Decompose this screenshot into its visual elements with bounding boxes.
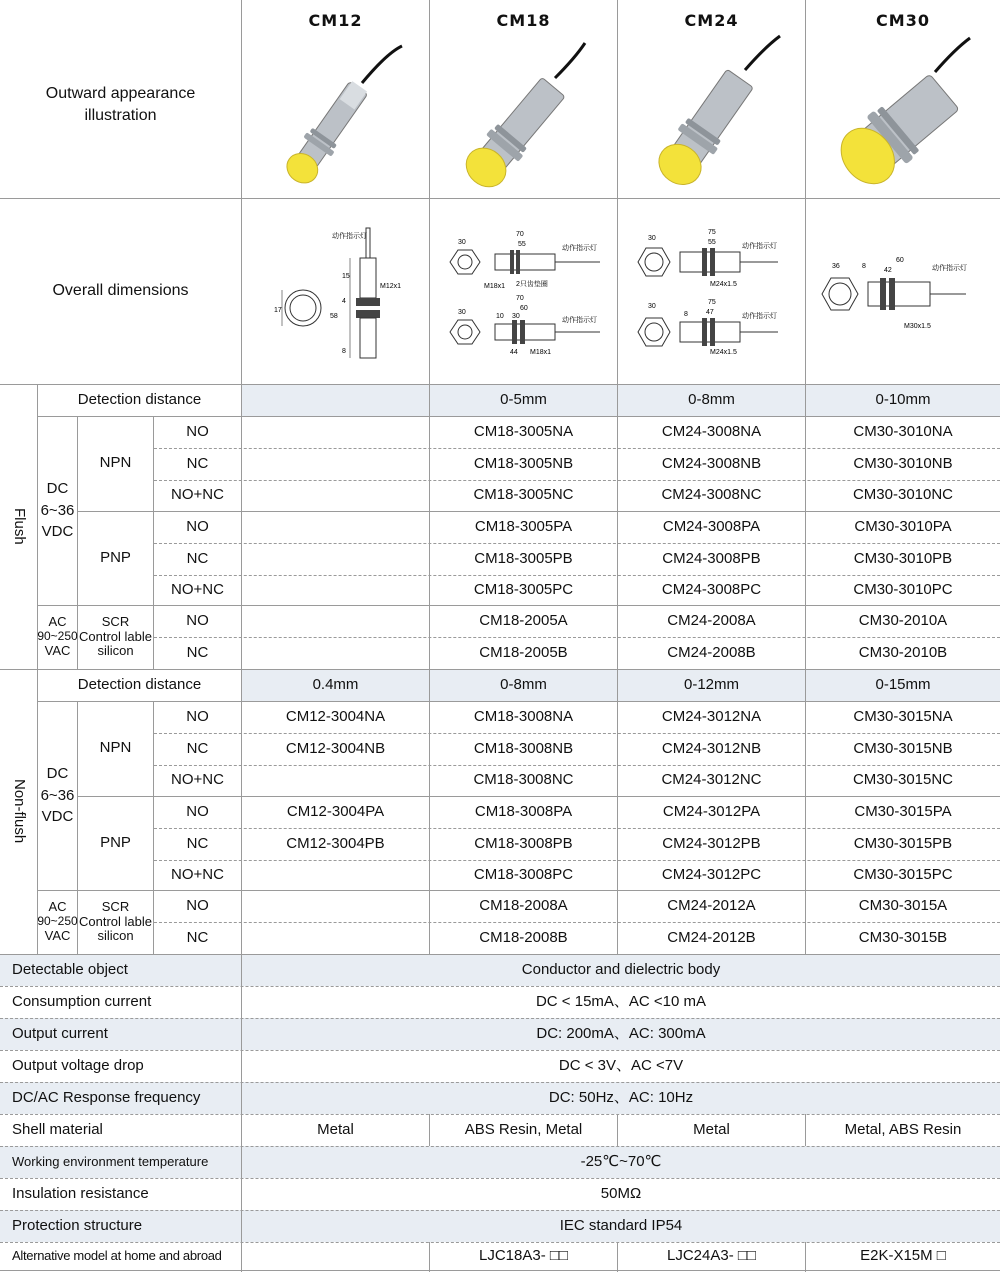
cm24b-d30-text: 30	[648, 303, 656, 310]
flush-npn-label: NPN	[99, 454, 132, 472]
flush-row-4-cm12	[242, 543, 429, 575]
cm18b-d30-text: 30	[458, 309, 466, 316]
nonflush-pnp-label: PNP	[100, 833, 131, 851]
flush-detection-cm12	[242, 384, 429, 416]
spec-label-output-voltage-drop: Output voltage drop	[12, 1056, 144, 1074]
flush-row-5-cm18: CM18-3005PC	[473, 580, 574, 598]
cm24a-d30-text: 30	[648, 235, 656, 242]
nonflush-row-1-out: NC	[186, 739, 209, 757]
flush-row-2-cm30: CM30-3010NC	[852, 486, 954, 504]
flush-row-0-cm30: CM30-3010NA	[853, 422, 953, 440]
nonflush-row-5-cm30: CM30-3015PC	[853, 865, 953, 883]
nonflush-row-6-cm12	[242, 890, 429, 922]
nonflush-group-label: Non-flush	[10, 779, 28, 844]
cm24-dimension-drawing	[628, 226, 803, 361]
nonflush-row-0-cm30: CM30-3015NA	[853, 707, 953, 725]
cm18b-thread-text: M18x1	[530, 349, 552, 356]
flush-pnp-label: PNP	[100, 548, 131, 566]
nonflush-row-5-cm18: CM18-3008PC	[473, 865, 574, 883]
flush-scr-line3: silicon	[97, 643, 134, 659]
nonflush-row-4-cm30: CM30-3015PB	[853, 834, 953, 852]
flush-row-1-cm30: CM30-3010NB	[853, 454, 953, 472]
spec-value-consumption-current: DC < 15mA、AC <10 mA	[535, 992, 707, 1010]
nonflush-row-1-cm30: CM30-3015NB	[853, 739, 953, 757]
nonflush-dc-line3: VDC	[41, 808, 74, 826]
nonflush-row-3-cm30: CM30-3015PA	[854, 802, 952, 820]
flush-detection-cm30: 0-10mm	[875, 390, 931, 408]
nonflush-row-1-cm12: CM12-3004NB	[285, 739, 386, 757]
spec-label-protection-structure: Protection structure	[12, 1216, 143, 1234]
cm18a-d55-text: 55	[518, 241, 526, 248]
nonflush-ac-label	[38, 890, 77, 954]
nonflush-row-7-cm30: CM30-3015B	[858, 928, 948, 946]
appearance-label: Outward appearance illustration	[45, 85, 196, 124]
sensor-cm18-illustration	[445, 38, 605, 188]
flush-row-0-cm24: CM24-3008NA	[661, 422, 762, 440]
cm12-d58-text: 58	[330, 313, 338, 320]
spec-label-working-temperature: Working environment temperature	[12, 1153, 209, 1169]
cm18a-washers-text: 2只齿垫圈	[516, 281, 548, 288]
nonflush-detection-cm30: 0-15mm	[875, 675, 931, 693]
nonflush-row-4-out: NC	[186, 834, 209, 852]
spec-value-working-temperature: -25℃~70℃	[580, 1152, 662, 1170]
flush-row-3-cm24: CM24-3008PA	[662, 517, 761, 535]
nonflush-ac-line2: 90~250	[37, 914, 78, 929]
flush-ac-line1: AC	[48, 614, 67, 630]
flush-row-7-cm18: CM18-2005B	[479, 643, 568, 661]
cm24a-thread-text: M24x1.5	[710, 281, 737, 288]
flush-scr-line2: Control lable	[79, 628, 152, 644]
flush-row-1-cm12	[242, 448, 429, 480]
nonflush-dc-label	[38, 701, 77, 890]
cm18b-d10-text: 10	[496, 313, 504, 320]
spec-value-detectable-object: Conductor and dielectric body	[521, 960, 721, 978]
nonflush-row-4-cm18: CM18-3008PB	[474, 834, 573, 852]
nonflush-row-3-cm24: CM24-3012PA	[662, 802, 761, 820]
nonflush-row-2-cm12	[242, 765, 429, 796]
nonflush-scr-label	[78, 890, 153, 954]
flush-row-6-cm30: CM30-2010A	[858, 611, 948, 629]
model-header-cm30: CM30	[876, 11, 930, 31]
cm30-d42-text: 42	[884, 267, 892, 274]
cm24b-d47-text: 47	[706, 309, 714, 316]
shell-material-cm24: Metal	[693, 1120, 730, 1138]
model-header-cm24: CM24	[684, 11, 739, 31]
flush-row-0-out: NO	[186, 422, 209, 440]
cm30-indicator-text: 动作指示灯	[932, 265, 967, 272]
sensor-cm12-illustration	[262, 38, 412, 188]
nonflush-row-5-cm12	[242, 860, 429, 890]
spec-label-insulation-resistance: Insulation resistance	[12, 1184, 149, 1202]
nonflush-row-3-cm12: CM12-3004PA	[286, 802, 385, 820]
nonflush-row-7-cm18: CM18-2008B	[479, 928, 568, 946]
flush-dc-line1: DC	[46, 479, 69, 497]
spec-label-consumption-current: Consumption current	[12, 992, 152, 1010]
nonflush-row-0-out: NO	[186, 707, 209, 725]
nonflush-detection-cm18: 0-8mm	[500, 675, 547, 693]
flush-ac-line2: 90~250	[37, 629, 78, 644]
flush-row-6-cm18: CM18-2005A	[479, 611, 568, 629]
flush-row-6-out: NO	[186, 611, 209, 629]
nonflush-dc-line2: 6~36	[40, 786, 75, 804]
flush-row-5-cm30: CM30-3010PC	[853, 580, 953, 598]
shell-material-cm30: Metal, ABS Resin	[844, 1120, 962, 1138]
flush-scr-label	[78, 605, 153, 669]
nonflush-row-4-cm24: CM24-3012PB	[662, 834, 761, 852]
flush-row-2-cm12	[242, 480, 429, 511]
model-header-cm18: CM18	[496, 11, 551, 31]
nonflush-detection-label: Detection distance	[77, 675, 202, 693]
nonflush-row-0-cm24: CM24-3012NA	[661, 707, 762, 725]
spec-label-alternative-model: Alternative model at home and abroad	[12, 1247, 222, 1263]
nonflush-row-6-cm18: CM18-2008A	[479, 896, 568, 914]
flush-dc-line2: 6~36	[40, 501, 75, 519]
flush-row-4-cm30: CM30-3010PB	[853, 549, 953, 567]
spec-value-output-current: DC: 200mA、AC: 300mA	[536, 1024, 706, 1042]
cm18b-d30b-text: 30	[512, 313, 520, 320]
alternative-cm12	[242, 1242, 429, 1270]
nonflush-row-1-cm24: CM24-3012NB	[661, 739, 762, 757]
flush-detection-cm18: 0-5mm	[500, 390, 547, 408]
flush-group-label: Flush	[10, 508, 28, 545]
flush-row-1-cm18: CM18-3005NB	[473, 454, 574, 472]
alternative-cm30: E2K-X15M □	[860, 1246, 946, 1264]
flush-row-1-out: NC	[186, 454, 209, 472]
cm30-thread-text: M30x1.5	[904, 323, 931, 330]
cm24b-d75-text: 75	[708, 299, 716, 306]
flush-row-2-out: NO+NC	[171, 486, 224, 504]
cm18b-d44-text: 44	[510, 349, 518, 356]
flush-row-4-out: NC	[186, 549, 209, 567]
cm30-d36-text: 36	[832, 263, 840, 270]
flush-scr-line1: SCR	[101, 613, 130, 629]
nonflush-row-5-cm24: CM24-3012PC	[661, 865, 762, 883]
nonflush-dc-line1: DC	[46, 764, 69, 782]
flush-row-5-cm12	[242, 575, 429, 605]
cm24a-d75-text: 75	[708, 229, 716, 236]
nonflush-row-2-cm30: CM30-3015NC	[852, 771, 954, 789]
nonflush-scr-line3: silicon	[97, 928, 134, 944]
cm18b-d60-text: 60	[520, 305, 528, 312]
cm24a-indicator-text: 动作指示灯	[742, 243, 777, 250]
cm12-d4-text: 4	[342, 298, 346, 305]
cm24b-thread-text: M24x1.5	[710, 349, 737, 356]
flush-row-7-cm12	[242, 637, 429, 669]
cm24a-d55-text: 55	[708, 239, 716, 246]
nonflush-row-3-out: NO	[186, 802, 209, 820]
flush-row-3-cm18: CM18-3005PA	[474, 517, 573, 535]
spec-value-response-frequency: DC: 50Hz、AC: 10Hz	[548, 1088, 694, 1106]
cm18-dimension-drawing	[440, 226, 615, 361]
flush-row-2-cm24: CM24-3008NC	[661, 486, 762, 504]
nonflush-row-6-out: NO	[186, 896, 209, 914]
flush-ac-line3: VAC	[44, 642, 71, 658]
cm18a-indicator-text: 动作指示灯	[562, 245, 597, 252]
flush-detection-cm24: 0-8mm	[688, 390, 735, 408]
flush-row-3-out: NO	[186, 517, 209, 535]
model-header-cm12: CM12	[308, 11, 363, 31]
spec-label-output-current: Output current	[12, 1024, 108, 1042]
sensor-cm30-illustration	[830, 34, 990, 189]
spec-value-insulation-resistance: 50MΩ	[600, 1184, 642, 1202]
flush-row-7-cm24: CM24-2008B	[667, 643, 756, 661]
cm12-indicator-text: 动作指示灯	[332, 233, 367, 240]
shell-material-cm18: ABS Resin, Metal	[464, 1120, 583, 1138]
flush-row-1-cm24: CM24-3008NB	[661, 454, 762, 472]
nonflush-row-1-cm18: CM18-3008NB	[473, 739, 574, 757]
sensor-cm24-illustration	[635, 32, 795, 187]
cm30-d60-text: 60	[896, 257, 904, 264]
flush-row-3-cm12	[242, 511, 429, 543]
nonflush-scr-line1: SCR	[101, 898, 130, 914]
nonflush-npn-label: NPN	[99, 739, 132, 757]
spec-label-detectable-object: Detectable object	[12, 960, 128, 978]
cm30-dimension-drawing	[816, 250, 996, 335]
flush-row-6-cm24: CM24-2008A	[667, 611, 756, 629]
spec-value-output-voltage-drop: DC < 3V、AC <7V	[558, 1056, 684, 1074]
flush-detection-label: Detection distance	[77, 390, 202, 408]
nonflush-row-7-out: NC	[186, 928, 209, 946]
cm12-d17-text: 17	[274, 307, 282, 314]
nonflush-row-2-cm24: CM24-3012NC	[661, 771, 762, 789]
flush-row-5-out: NO+NC	[171, 580, 224, 598]
nonflush-detection-cm12: 0.4mm	[312, 675, 359, 693]
cm18b-indicator-text: 动作指示灯	[562, 317, 597, 324]
nonflush-row-4-cm12: CM12-3004PB	[286, 834, 385, 852]
flush-row-4-cm18: CM18-3005PB	[474, 549, 573, 567]
nonflush-scr-line2: Control lable	[79, 913, 152, 929]
shell-material-cm12: Metal	[317, 1120, 354, 1138]
flush-row-2-cm18: CM18-3005NC	[473, 486, 574, 504]
nonflush-row-0-cm18: CM18-3008NA	[473, 707, 574, 725]
flush-row-0-cm12	[242, 416, 429, 448]
nonflush-row-6-cm30: CM30-3015A	[858, 896, 948, 914]
flush-row-7-cm30: CM30-2010B	[858, 643, 948, 661]
cm12-d15-text: 15	[342, 273, 350, 280]
cm30-d8-text: 8	[862, 263, 866, 270]
cm24b-d8-text: 8	[684, 311, 688, 318]
nonflush-row-0-cm12: CM12-3004NA	[285, 707, 386, 725]
nonflush-detection-cm24: 0-12mm	[683, 675, 739, 693]
nonflush-row-3-cm18: CM18-3008PA	[474, 802, 573, 820]
flush-row-0-cm18: CM18-3005NA	[473, 422, 574, 440]
cm24b-indicator-text: 动作指示灯	[742, 313, 777, 320]
cm12-dimension-drawing	[270, 218, 420, 373]
spec-value-protection-structure: IEC standard IP54	[559, 1216, 683, 1234]
dimensions-label: Overall dimensions	[52, 282, 189, 300]
alternative-cm24: LJC24A3- □□	[667, 1246, 756, 1264]
flush-dc-label	[38, 416, 77, 605]
nonflush-ac-line3: VAC	[44, 927, 71, 943]
cm18a-d70-text: 70	[516, 231, 524, 238]
flush-row-3-cm30: CM30-3010PA	[854, 517, 952, 535]
flush-ac-label	[38, 605, 77, 669]
nonflush-row-6-cm24: CM24-2012A	[667, 896, 756, 914]
cm18b-d70-text: 70	[516, 295, 524, 302]
cm18a-d30-text: 30	[458, 239, 466, 246]
flush-row-4-cm24: CM24-3008PB	[662, 549, 761, 567]
cm18a-thread-text: M18x1	[484, 283, 506, 290]
nonflush-ac-line1: AC	[48, 899, 67, 915]
flush-row-7-out: NC	[186, 643, 209, 661]
flush-dc-line3: VDC	[41, 523, 74, 541]
alternative-cm18: LJC18A3- □□	[479, 1246, 568, 1264]
nonflush-row-7-cm12	[242, 922, 429, 954]
cm12-thread-text: M12x1	[380, 283, 402, 290]
nonflush-row-7-cm24: CM24-2012B	[667, 928, 756, 946]
flush-row-5-cm24: CM24-3008PC	[661, 580, 762, 598]
nonflush-row-2-cm18: CM18-3008NC	[473, 771, 574, 789]
spec-label-shell-material: Shell material	[12, 1120, 103, 1138]
nonflush-row-2-out: NO+NC	[171, 771, 224, 789]
spec-label-response-frequency: DC/AC Response frequency	[12, 1088, 201, 1106]
nonflush-row-5-out: NO+NC	[171, 865, 224, 883]
cm12-d8-text: 8	[342, 348, 346, 355]
flush-row-6-cm12	[242, 605, 429, 637]
